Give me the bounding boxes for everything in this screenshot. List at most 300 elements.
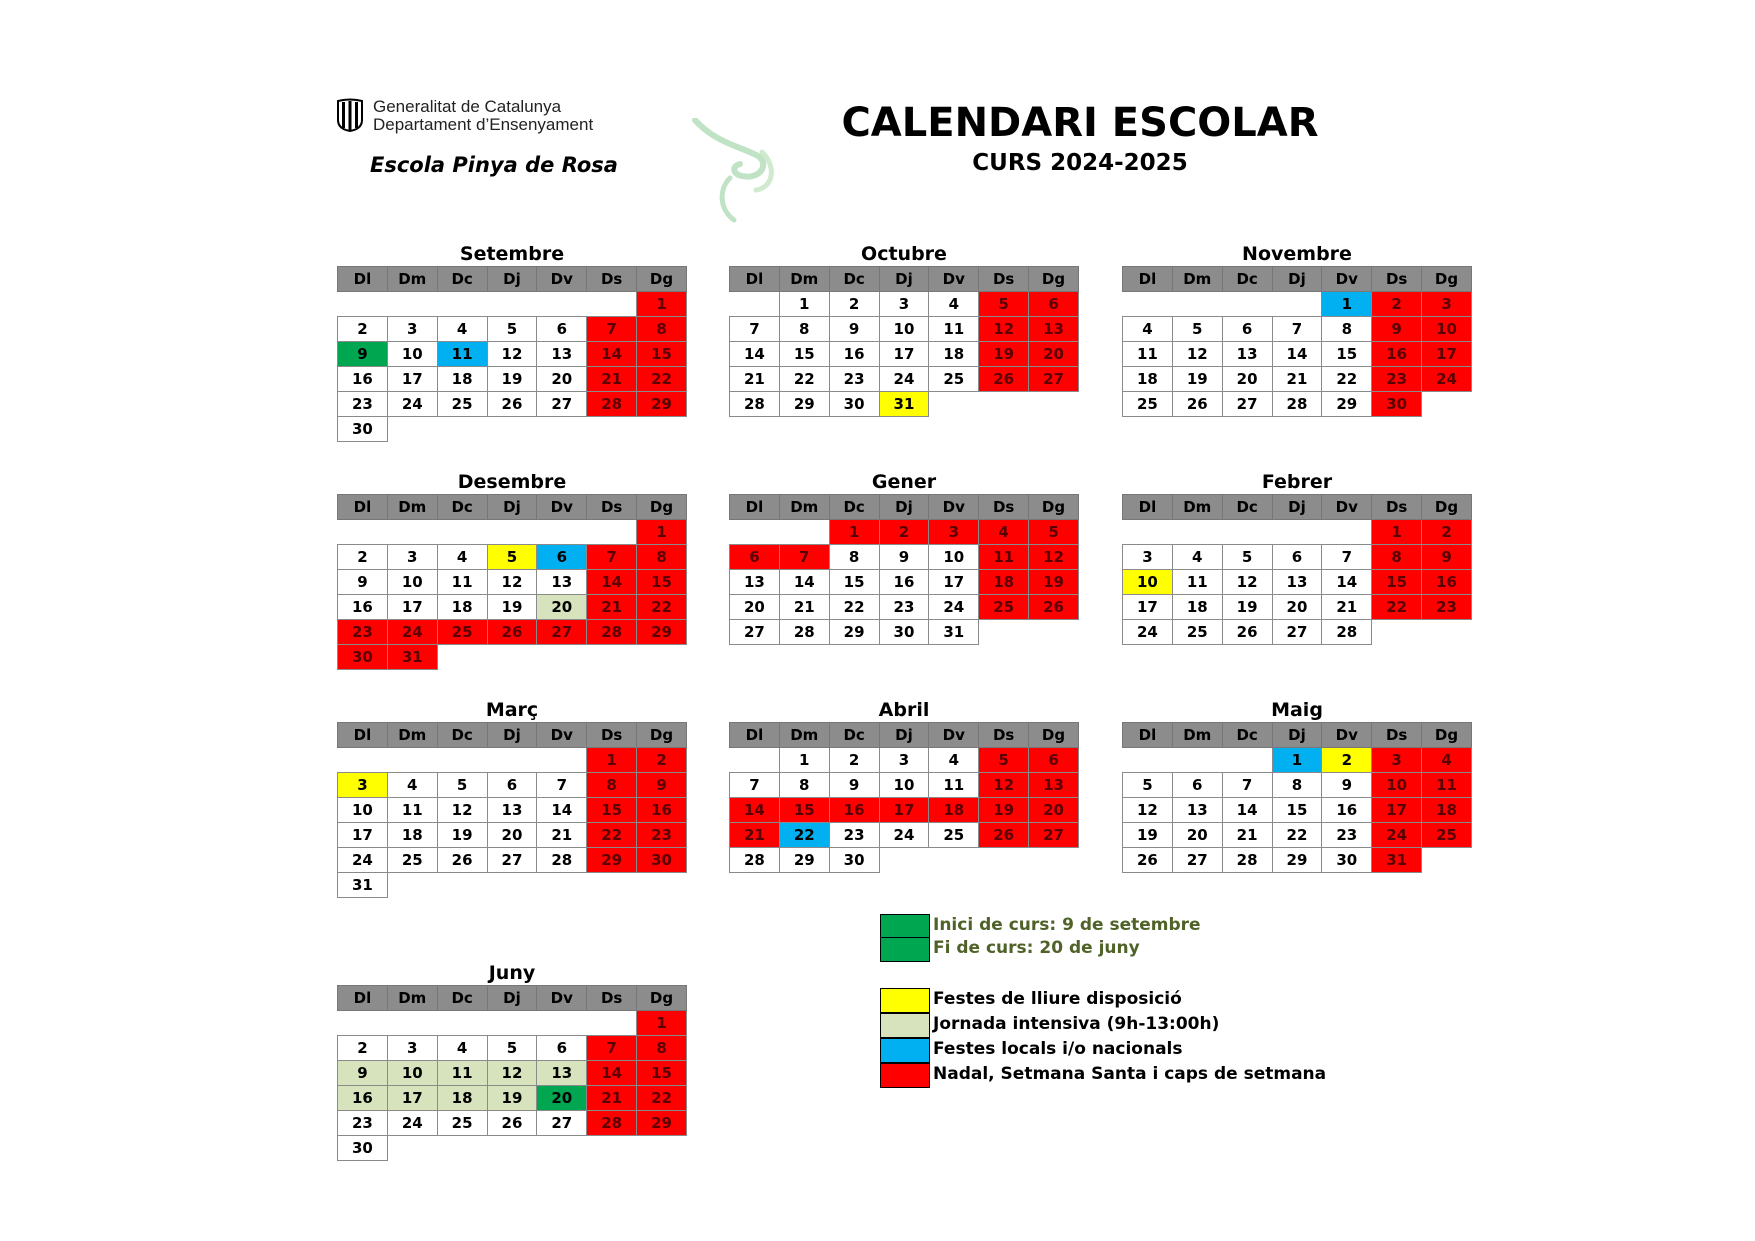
weekday-header: Dc <box>437 986 487 1011</box>
day-cell: 24 <box>1123 620 1173 645</box>
day-cell: 1 <box>1322 292 1372 317</box>
weekday-header: Dg <box>637 267 687 292</box>
month-7 <box>729 696 1079 873</box>
day-cell: 24 <box>387 620 437 645</box>
day-cell: 10 <box>1422 317 1472 342</box>
day-cell: 9 <box>1322 773 1372 798</box>
weekday-header: Dm <box>779 267 829 292</box>
week-row <box>338 773 687 798</box>
day-cell: 9 <box>338 570 388 595</box>
week-row <box>1123 570 1472 595</box>
weekday-header: Dc <box>1222 495 1272 520</box>
day-cell: 19 <box>487 595 537 620</box>
day-cell: 7 <box>1272 317 1322 342</box>
empty-cell <box>1422 620 1472 645</box>
page-title: CALENDARI ESCOLAR <box>841 100 1319 146</box>
empty-cell <box>1123 520 1173 545</box>
weekday-header: Ds <box>587 267 637 292</box>
day-cell: 3 <box>387 317 437 342</box>
day-cell: 22 <box>587 823 637 848</box>
month-3 <box>337 468 687 670</box>
day-cell: 11 <box>1123 342 1173 367</box>
day-cell: 8 <box>1322 317 1372 342</box>
day-cell: 9 <box>338 1061 388 1086</box>
empty-cell <box>1029 392 1079 417</box>
school-name: Escola Pinya de Rosa <box>370 153 618 177</box>
day-cell: 27 <box>730 620 780 645</box>
day-cell: 12 <box>1029 545 1079 570</box>
weekday-header: Dm <box>387 495 437 520</box>
empty-cell <box>437 873 487 898</box>
week-row <box>338 823 687 848</box>
day-cell: 27 <box>1172 848 1222 873</box>
weekday-header: Dc <box>437 723 487 748</box>
empty-cell <box>1272 520 1322 545</box>
day-cell: 19 <box>1172 367 1222 392</box>
government-line-1: Generalitat de Catalunya <box>373 97 562 116</box>
day-cell: 31 <box>1372 848 1422 873</box>
day-cell: 4 <box>437 317 487 342</box>
week-row <box>338 848 687 873</box>
day-cell: 26 <box>487 392 537 417</box>
week-row <box>730 342 1079 367</box>
day-cell: 13 <box>730 570 780 595</box>
weekday-header: Dl <box>338 986 388 1011</box>
day-cell: 6 <box>537 317 587 342</box>
day-cell: 8 <box>779 317 829 342</box>
weekday-header: Ds <box>587 986 637 1011</box>
day-cell: 22 <box>637 595 687 620</box>
day-cell: 28 <box>730 392 780 417</box>
weekday-header: Dl <box>338 495 388 520</box>
weekday-header: Dl <box>730 723 780 748</box>
empty-cell <box>587 520 637 545</box>
day-cell: 2 <box>879 520 929 545</box>
weekday-header: Dj <box>1272 723 1322 748</box>
weekday-header: Dg <box>1029 267 1079 292</box>
day-cell: 20 <box>537 367 587 392</box>
day-cell: 3 <box>929 520 979 545</box>
day-cell: 17 <box>879 342 929 367</box>
day-cell: 14 <box>1222 798 1272 823</box>
day-cell: 6 <box>1272 545 1322 570</box>
day-cell: 7 <box>587 317 637 342</box>
week-row <box>1123 823 1472 848</box>
day-cell: 5 <box>487 545 537 570</box>
day-cell: 6 <box>730 545 780 570</box>
day-cell: 18 <box>1172 595 1222 620</box>
day-cell: 16 <box>829 342 879 367</box>
day-cell: 5 <box>1172 317 1222 342</box>
legend-swatch-free <box>880 988 930 1013</box>
day-cell: 14 <box>587 1061 637 1086</box>
day-cell: 12 <box>979 773 1029 798</box>
day-cell: 27 <box>537 1111 587 1136</box>
day-cell: 30 <box>637 848 687 873</box>
weekday-header: Dg <box>1029 723 1079 748</box>
empty-cell <box>437 1011 487 1036</box>
day-cell: 10 <box>387 342 437 367</box>
day-cell: 20 <box>537 1086 587 1111</box>
day-cell: 27 <box>1029 367 1079 392</box>
day-cell: 18 <box>437 367 487 392</box>
day-cell: 8 <box>637 317 687 342</box>
government-name <box>373 98 593 134</box>
month-name: Abril <box>878 699 930 721</box>
weekday-header: Dm <box>1172 495 1222 520</box>
day-cell: 18 <box>437 595 487 620</box>
month-table <box>1122 494 1472 645</box>
day-cell: 4 <box>1123 317 1173 342</box>
day-cell: 24 <box>1372 823 1422 848</box>
day-cell: 17 <box>338 823 388 848</box>
weekday-header: Ds <box>979 267 1029 292</box>
day-cell: 28 <box>1222 848 1272 873</box>
day-cell: 2 <box>338 1036 388 1061</box>
day-cell: 24 <box>338 848 388 873</box>
day-cell: 28 <box>1272 392 1322 417</box>
empty-cell <box>387 748 437 773</box>
empty-cell <box>487 417 537 442</box>
day-cell: 27 <box>1222 392 1272 417</box>
day-cell: 5 <box>487 317 537 342</box>
day-cell: 1 <box>637 520 687 545</box>
month-name: Juny <box>488 962 536 984</box>
day-cell: 21 <box>1222 823 1272 848</box>
weekday-header: Dc <box>829 495 879 520</box>
empty-cell <box>387 873 437 898</box>
day-cell: 10 <box>338 798 388 823</box>
day-cell: 8 <box>779 773 829 798</box>
week-row <box>338 342 687 367</box>
weekday-header: Dc <box>437 267 487 292</box>
weekday-header: Dv <box>929 495 979 520</box>
day-cell: 12 <box>979 317 1029 342</box>
day-cell: 18 <box>1123 367 1173 392</box>
weekday-header: Dj <box>487 495 537 520</box>
weekday-header: Dm <box>387 723 437 748</box>
month-name: Desembre <box>457 471 567 493</box>
day-cell: 26 <box>1172 392 1222 417</box>
day-cell: 15 <box>779 798 829 823</box>
empty-cell <box>437 748 487 773</box>
day-cell: 19 <box>1123 823 1173 848</box>
day-cell: 29 <box>1272 848 1322 873</box>
weekday-header: Dl <box>1123 723 1173 748</box>
day-cell: 2 <box>1422 520 1472 545</box>
school-logo <box>690 118 790 223</box>
day-cell: 27 <box>1029 823 1079 848</box>
day-cell: 13 <box>1172 798 1222 823</box>
day-cell: 25 <box>437 620 487 645</box>
day-cell: 31 <box>387 645 437 670</box>
empty-cell <box>338 520 388 545</box>
day-cell: 9 <box>829 317 879 342</box>
weekday-header: Dj <box>1272 267 1322 292</box>
day-cell: 8 <box>637 1036 687 1061</box>
day-cell: 19 <box>437 823 487 848</box>
day-cell: 23 <box>879 595 929 620</box>
day-cell: 30 <box>1372 392 1422 417</box>
day-cell: 23 <box>637 823 687 848</box>
day-cell: 21 <box>730 823 780 848</box>
month-8 <box>1122 696 1472 873</box>
week-row <box>338 317 687 342</box>
weekday-header: Dl <box>730 495 780 520</box>
day-cell: 2 <box>829 292 879 317</box>
weekday-header: Dc <box>1222 723 1272 748</box>
day-cell: 19 <box>1029 570 1079 595</box>
day-cell: 7 <box>779 545 829 570</box>
weekday-header: Dc <box>1222 267 1272 292</box>
day-cell: 20 <box>537 595 587 620</box>
weekday-header: Ds <box>1372 495 1422 520</box>
header <box>0 0 1755 230</box>
day-cell: 8 <box>637 545 687 570</box>
day-cell: 30 <box>829 848 879 873</box>
legend-swatch-local <box>880 1038 930 1063</box>
weekday-header: Dl <box>338 267 388 292</box>
day-cell: 29 <box>779 848 829 873</box>
weekday-header: Dm <box>1172 267 1222 292</box>
day-cell: 16 <box>338 1086 388 1111</box>
month-table <box>729 494 1079 645</box>
day-cell: 20 <box>730 595 780 620</box>
day-cell: 14 <box>730 798 780 823</box>
day-cell: 11 <box>1172 570 1222 595</box>
day-cell: 16 <box>338 367 388 392</box>
day-cell: 6 <box>537 545 587 570</box>
day-cell: 24 <box>1422 367 1472 392</box>
empty-cell <box>1123 748 1173 773</box>
day-cell: 12 <box>487 342 537 367</box>
day-cell: 14 <box>587 570 637 595</box>
day-cell: 3 <box>338 773 388 798</box>
week-row <box>338 392 687 417</box>
week-row <box>1123 342 1472 367</box>
weekday-header: Dg <box>1029 495 1079 520</box>
day-cell: 21 <box>587 367 637 392</box>
day-cell: 11 <box>437 342 487 367</box>
weekday-header: Dj <box>487 267 537 292</box>
day-cell: 5 <box>979 748 1029 773</box>
day-cell: 3 <box>1123 545 1173 570</box>
day-cell: 30 <box>1322 848 1372 873</box>
empty-cell <box>537 417 587 442</box>
day-cell: 4 <box>929 292 979 317</box>
empty-cell <box>537 645 587 670</box>
empty-cell <box>730 748 780 773</box>
week-row <box>730 848 1079 873</box>
day-cell: 29 <box>637 392 687 417</box>
weekday-header: Dm <box>387 267 437 292</box>
day-cell: 4 <box>979 520 1029 545</box>
empty-cell <box>637 873 687 898</box>
empty-cell <box>587 645 637 670</box>
week-row <box>338 1111 687 1136</box>
day-cell: 15 <box>637 342 687 367</box>
day-cell: 20 <box>487 823 537 848</box>
day-cell: 9 <box>829 773 879 798</box>
weekday-header: Dg <box>637 723 687 748</box>
day-cell: 15 <box>1322 342 1372 367</box>
week-row <box>1123 292 1472 317</box>
legend-label-intensive: Jornada intensiva (9h-13:00h) <box>933 1014 1220 1034</box>
weekday-header: Dg <box>1422 267 1472 292</box>
day-cell: 18 <box>387 823 437 848</box>
weekday-header: Dg <box>1422 495 1472 520</box>
empty-cell <box>537 1011 587 1036</box>
day-cell: 19 <box>979 342 1029 367</box>
day-cell: 14 <box>1272 342 1322 367</box>
day-cell: 21 <box>730 367 780 392</box>
day-cell: 19 <box>487 367 537 392</box>
weekday-header-row <box>1123 723 1472 748</box>
day-cell: 8 <box>829 545 879 570</box>
day-cell: 3 <box>387 545 437 570</box>
week-row <box>730 823 1079 848</box>
week-row <box>338 645 687 670</box>
day-cell: 1 <box>1372 520 1422 545</box>
day-cell: 13 <box>1222 342 1272 367</box>
day-cell: 16 <box>1322 798 1372 823</box>
day-cell: 5 <box>1222 545 1272 570</box>
day-cell: 24 <box>879 823 929 848</box>
day-cell: 31 <box>338 873 388 898</box>
week-row <box>338 520 687 545</box>
day-cell: 9 <box>1422 545 1472 570</box>
day-cell: 22 <box>1322 367 1372 392</box>
day-cell: 7 <box>537 773 587 798</box>
day-cell: 17 <box>929 570 979 595</box>
week-row <box>730 317 1079 342</box>
day-cell: 17 <box>387 1086 437 1111</box>
legend-label-end: Fi de curs: 20 de juny <box>933 938 1140 958</box>
day-cell: 6 <box>487 773 537 798</box>
week-row <box>338 620 687 645</box>
day-cell: 1 <box>1272 748 1322 773</box>
day-cell: 14 <box>1322 570 1372 595</box>
day-cell: 22 <box>1272 823 1322 848</box>
day-cell: 14 <box>537 798 587 823</box>
empty-cell <box>437 292 487 317</box>
day-cell: 1 <box>779 748 829 773</box>
month-table <box>337 266 687 442</box>
weekday-header: Dm <box>779 723 829 748</box>
day-cell: 18 <box>929 798 979 823</box>
day-cell: 20 <box>1272 595 1322 620</box>
day-cell: 5 <box>1029 520 1079 545</box>
day-cell: 21 <box>587 1086 637 1111</box>
weekday-header: Dg <box>1422 723 1472 748</box>
empty-cell <box>387 520 437 545</box>
weekday-header: Ds <box>979 495 1029 520</box>
day-cell: 29 <box>829 620 879 645</box>
day-cell: 31 <box>879 392 929 417</box>
weekday-header: Dc <box>829 723 879 748</box>
day-cell: 24 <box>387 392 437 417</box>
weekday-header: Dv <box>1322 495 1372 520</box>
day-cell: 29 <box>587 848 637 873</box>
day-cell: 21 <box>587 595 637 620</box>
day-cell: 30 <box>338 645 388 670</box>
weekday-header-row <box>730 723 1079 748</box>
day-cell: 27 <box>537 392 587 417</box>
day-cell: 5 <box>1123 773 1173 798</box>
empty-cell <box>637 645 687 670</box>
empty-cell <box>587 1011 637 1036</box>
day-cell: 12 <box>437 798 487 823</box>
day-cell: 13 <box>537 342 587 367</box>
empty-cell <box>1172 520 1222 545</box>
empty-cell <box>1222 520 1272 545</box>
day-cell: 5 <box>979 292 1029 317</box>
legend-label-holidays: Nadal, Setmana Santa i caps de setmana <box>933 1064 1327 1084</box>
day-cell: 6 <box>1172 773 1222 798</box>
empty-cell <box>587 873 637 898</box>
day-cell: 3 <box>879 292 929 317</box>
empty-cell <box>637 417 687 442</box>
day-cell: 27 <box>487 848 537 873</box>
empty-cell <box>537 1136 587 1161</box>
day-cell: 23 <box>338 1111 388 1136</box>
weekday-header: Dj <box>487 723 537 748</box>
day-cell: 1 <box>637 292 687 317</box>
legend-swatch-end <box>880 937 930 962</box>
day-cell: 10 <box>387 1061 437 1086</box>
day-cell: 28 <box>1322 620 1372 645</box>
day-cell: 3 <box>879 748 929 773</box>
empty-cell <box>1123 292 1173 317</box>
day-cell: 18 <box>437 1086 487 1111</box>
empty-cell <box>779 520 829 545</box>
month-table <box>1122 266 1472 417</box>
empty-cell <box>730 520 780 545</box>
empty-cell <box>1272 292 1322 317</box>
empty-cell <box>1029 620 1079 645</box>
weekday-header: Dv <box>537 267 587 292</box>
month-table <box>337 722 687 898</box>
day-cell: 30 <box>338 417 388 442</box>
day-cell: 25 <box>929 823 979 848</box>
empty-cell <box>387 292 437 317</box>
day-cell: 15 <box>587 798 637 823</box>
day-cell: 28 <box>730 848 780 873</box>
empty-cell <box>487 873 537 898</box>
month-9 <box>337 959 687 1161</box>
day-cell: 25 <box>1422 823 1472 848</box>
week-row <box>338 873 687 898</box>
day-cell: 3 <box>387 1036 437 1061</box>
month-name: Gener <box>871 471 937 493</box>
day-cell: 24 <box>387 1111 437 1136</box>
day-cell: 4 <box>387 773 437 798</box>
day-cell: 14 <box>587 342 637 367</box>
weekday-header: Dg <box>637 986 687 1011</box>
weekday-header-row <box>1123 495 1472 520</box>
day-cell: 16 <box>829 798 879 823</box>
day-cell: 15 <box>779 342 829 367</box>
month-name: Setembre <box>459 243 565 265</box>
day-cell: 26 <box>487 620 537 645</box>
weekday-header: Ds <box>979 723 1029 748</box>
week-row <box>730 798 1079 823</box>
day-cell: 14 <box>730 342 780 367</box>
legend-swatch-intensive <box>880 1013 930 1038</box>
week-row <box>1123 317 1472 342</box>
day-cell: 12 <box>1123 798 1173 823</box>
empty-cell <box>487 1136 537 1161</box>
